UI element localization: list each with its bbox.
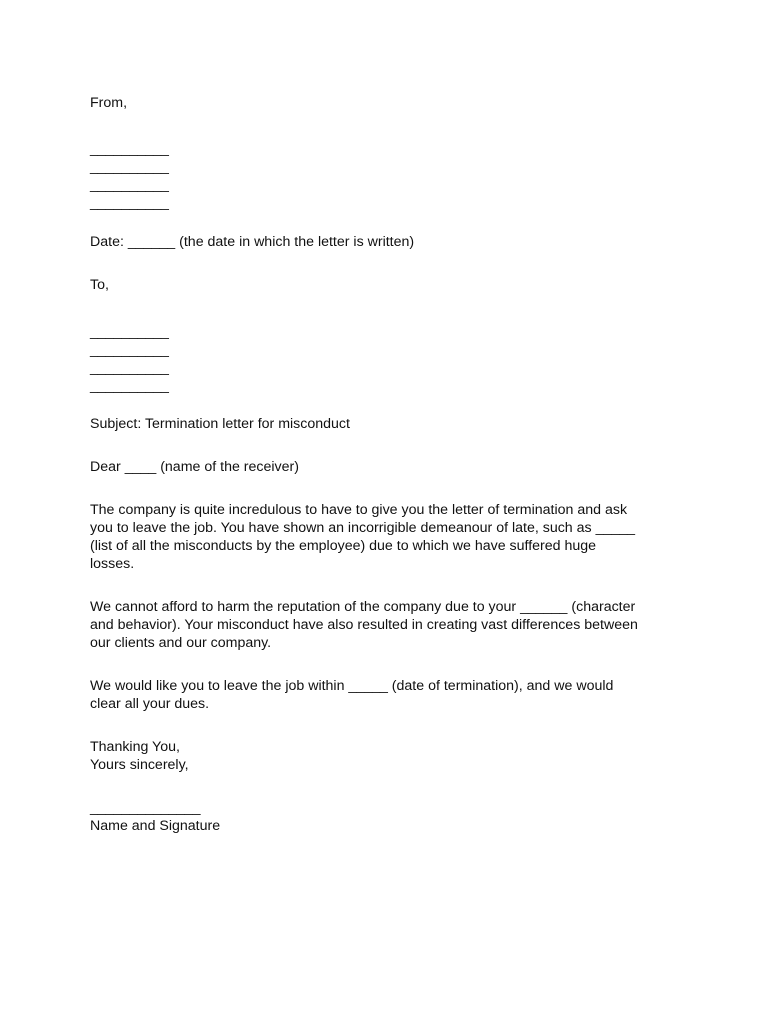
from-blank-2: __________ [90,159,169,175]
paragraph-2-line: We cannot afford to harm the reputation of the company due to your ______ (character [90,599,636,615]
paragraph-2-line: our clients and our company. [90,635,272,651]
paragraph-2-line: and behavior). Your misconduct have also resulted in creating vast differences between [90,617,638,633]
closing-thanks: Thanking You, [90,739,180,755]
from-label: From, [90,95,128,111]
to-label: To, [90,277,109,293]
to-blank-3: __________ [90,360,169,376]
signature-label: Name and Signature [90,818,221,834]
subject-line: Subject: Termination letter for misconduct [90,416,350,432]
closing-sincerely: Yours sincerely, [90,757,189,773]
date-line: Date: ______ (the date in which the letter is written) [90,234,415,250]
to-blank-2: __________ [90,342,169,358]
paragraph-3 [90,677,682,713]
from-blank-1: __________ [90,141,169,157]
paragraph-1-line: losses. [90,556,135,572]
paragraph-1-line: The company is quite incredulous to have to give you the letter of termination and ask [90,502,628,518]
paragraph-1 [90,501,682,573]
to-blank-4: __________ [90,378,169,394]
paragraph-1-line: (list of all the misconducts by the employee) due to which we have suffered huge [90,538,597,554]
signature-blank: ______________ [90,800,201,816]
to-blank-1: __________ [90,324,169,340]
salutation: Dear ____ (name of the receiver) [90,459,299,475]
paragraph-1-line: you to leave the job. You have shown an incorrigible demeanour of late, such as _____ [90,520,636,536]
paragraph-2 [90,598,682,652]
from-blank-4: __________ [90,195,169,211]
paragraph-3-line: We would like you to leave the job within _____ (date of termination), and we would [90,678,614,694]
paragraph-3-line: clear all your dues. [90,696,210,712]
from-blank-3: __________ [90,177,169,193]
